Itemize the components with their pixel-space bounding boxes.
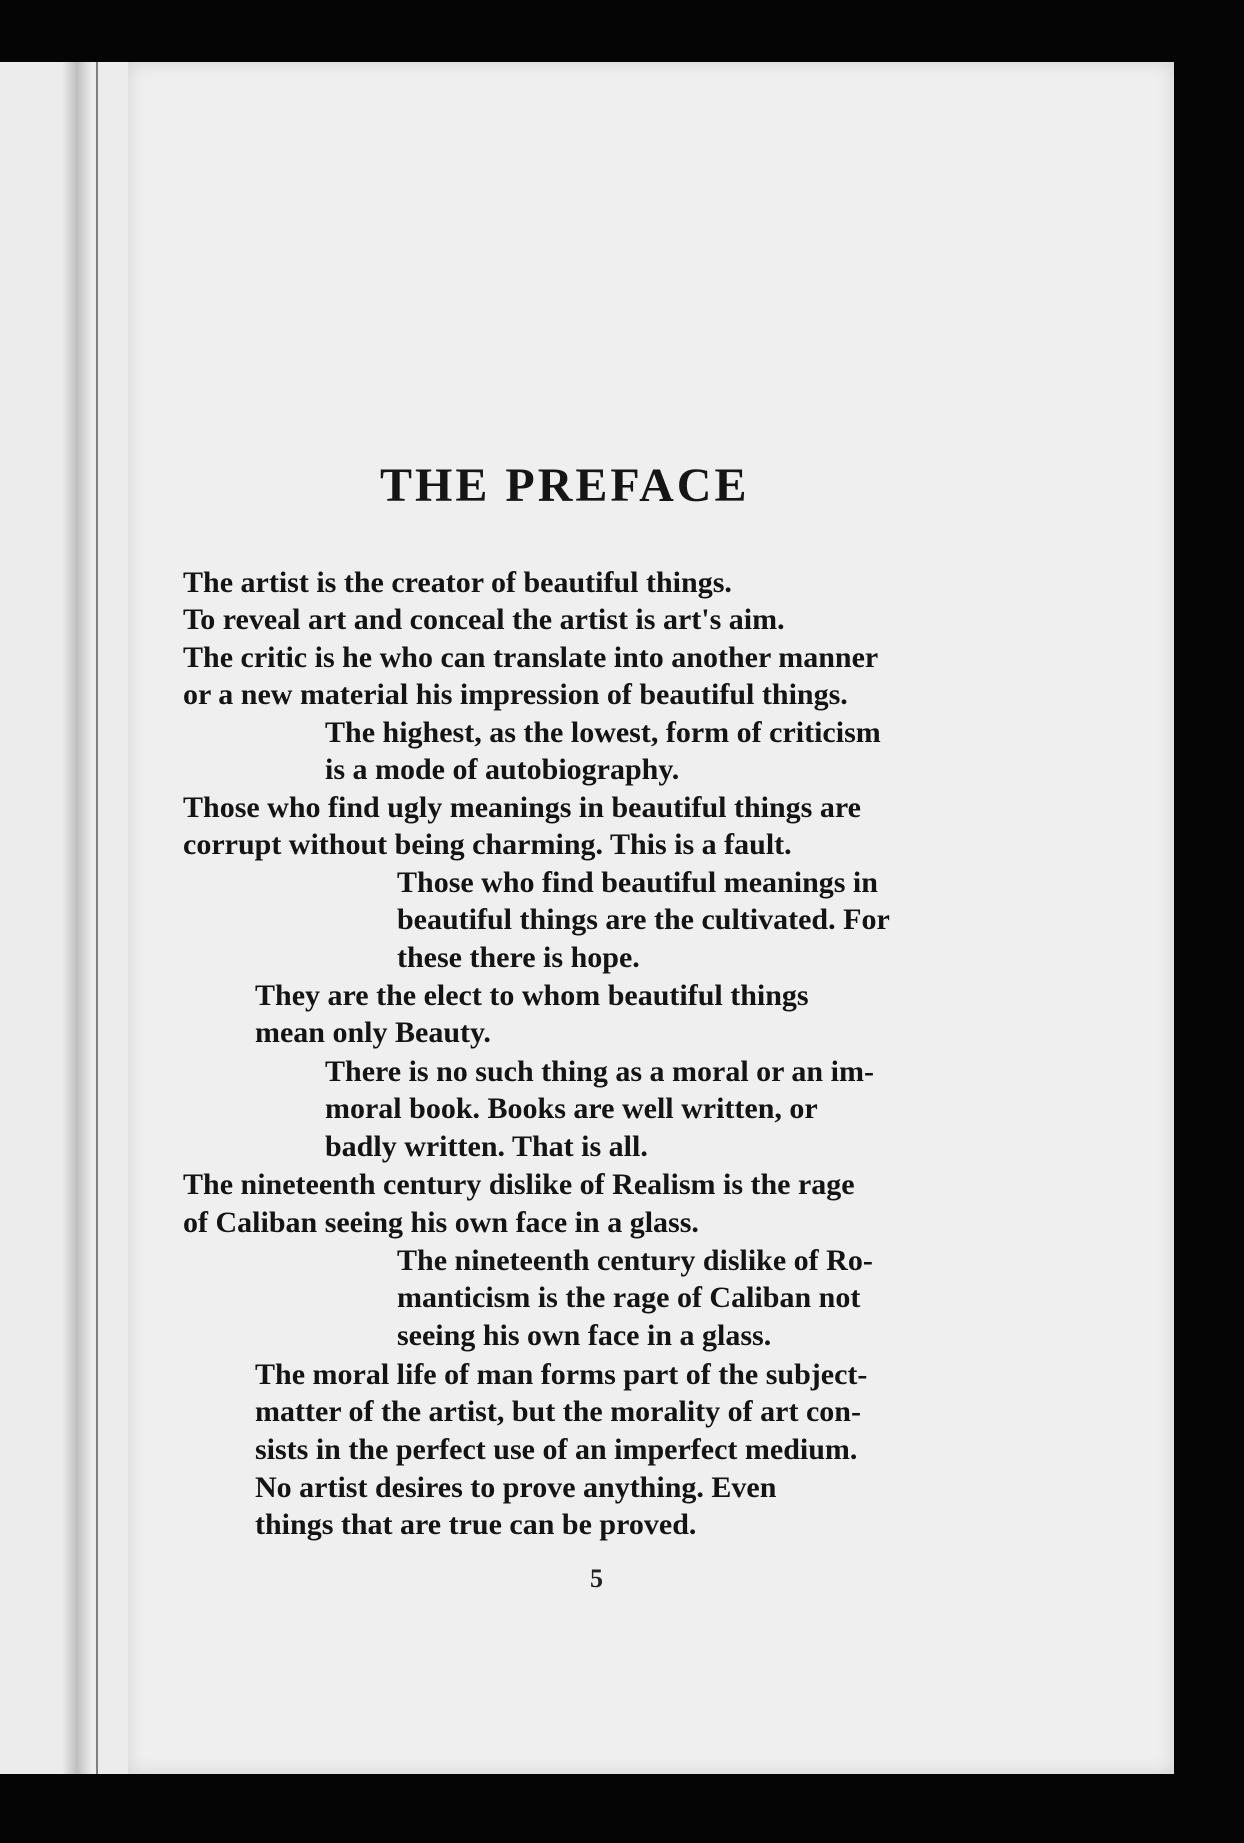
text-line: Those who find beautiful meanings in	[397, 866, 878, 899]
text-line: The nineteenth century dislike of Realism is the rage	[183, 1168, 855, 1201]
text-line: beautiful things are the cultivated. For	[397, 903, 890, 936]
text-line: The critic is he who can translate into another manner	[183, 641, 879, 674]
text-line: They are the elect to whom beautiful things	[255, 979, 809, 1012]
text-line: things that are true can be proved.	[255, 1508, 697, 1541]
text-line: There is no such thing as a moral or an im-	[325, 1055, 874, 1088]
text-line: manticism is the rage of Caliban not	[397, 1281, 861, 1314]
text-line: sists in the perfect use of an imperfect medium.	[255, 1433, 858, 1466]
text-line: is a mode of autobiography.	[325, 753, 680, 786]
text-line: these there is hope.	[397, 941, 640, 974]
text-line: No artist desires to prove anything. Even	[255, 1471, 777, 1504]
text-line: The highest, as the lowest, form of criticism	[325, 716, 881, 749]
text-line: The artist is the creator of beautiful things.	[183, 566, 732, 599]
text-line: mean only Beauty.	[255, 1016, 491, 1049]
text-line: corrupt without being charming. This is a fault.	[183, 828, 792, 861]
text-line: The nineteenth century dislike of Ro-	[397, 1244, 873, 1277]
text-line: matter of the artist, but the morality of art con-	[255, 1395, 861, 1428]
text-line: or a new material his impression of beautiful things.	[183, 678, 848, 711]
text-line: The moral life of man forms part of the subject-	[255, 1358, 868, 1391]
text-line: badly written. That is all.	[325, 1130, 648, 1163]
text-line: of Caliban seeing his own face in a glass.	[183, 1206, 699, 1239]
book-spine-line	[96, 62, 98, 1774]
text-line: Those who find ugly meanings in beautiful things are	[183, 791, 861, 824]
text-line: To reveal art and conceal the artist is art's aim.	[183, 603, 785, 636]
page-number: 5	[590, 1564, 603, 1593]
text-line: moral book. Books are well written, or	[325, 1092, 818, 1125]
page-title: THE PREFACE	[380, 459, 750, 512]
text-line: seeing his own face in a glass.	[397, 1319, 772, 1352]
book-spine-shadow	[62, 62, 92, 1774]
